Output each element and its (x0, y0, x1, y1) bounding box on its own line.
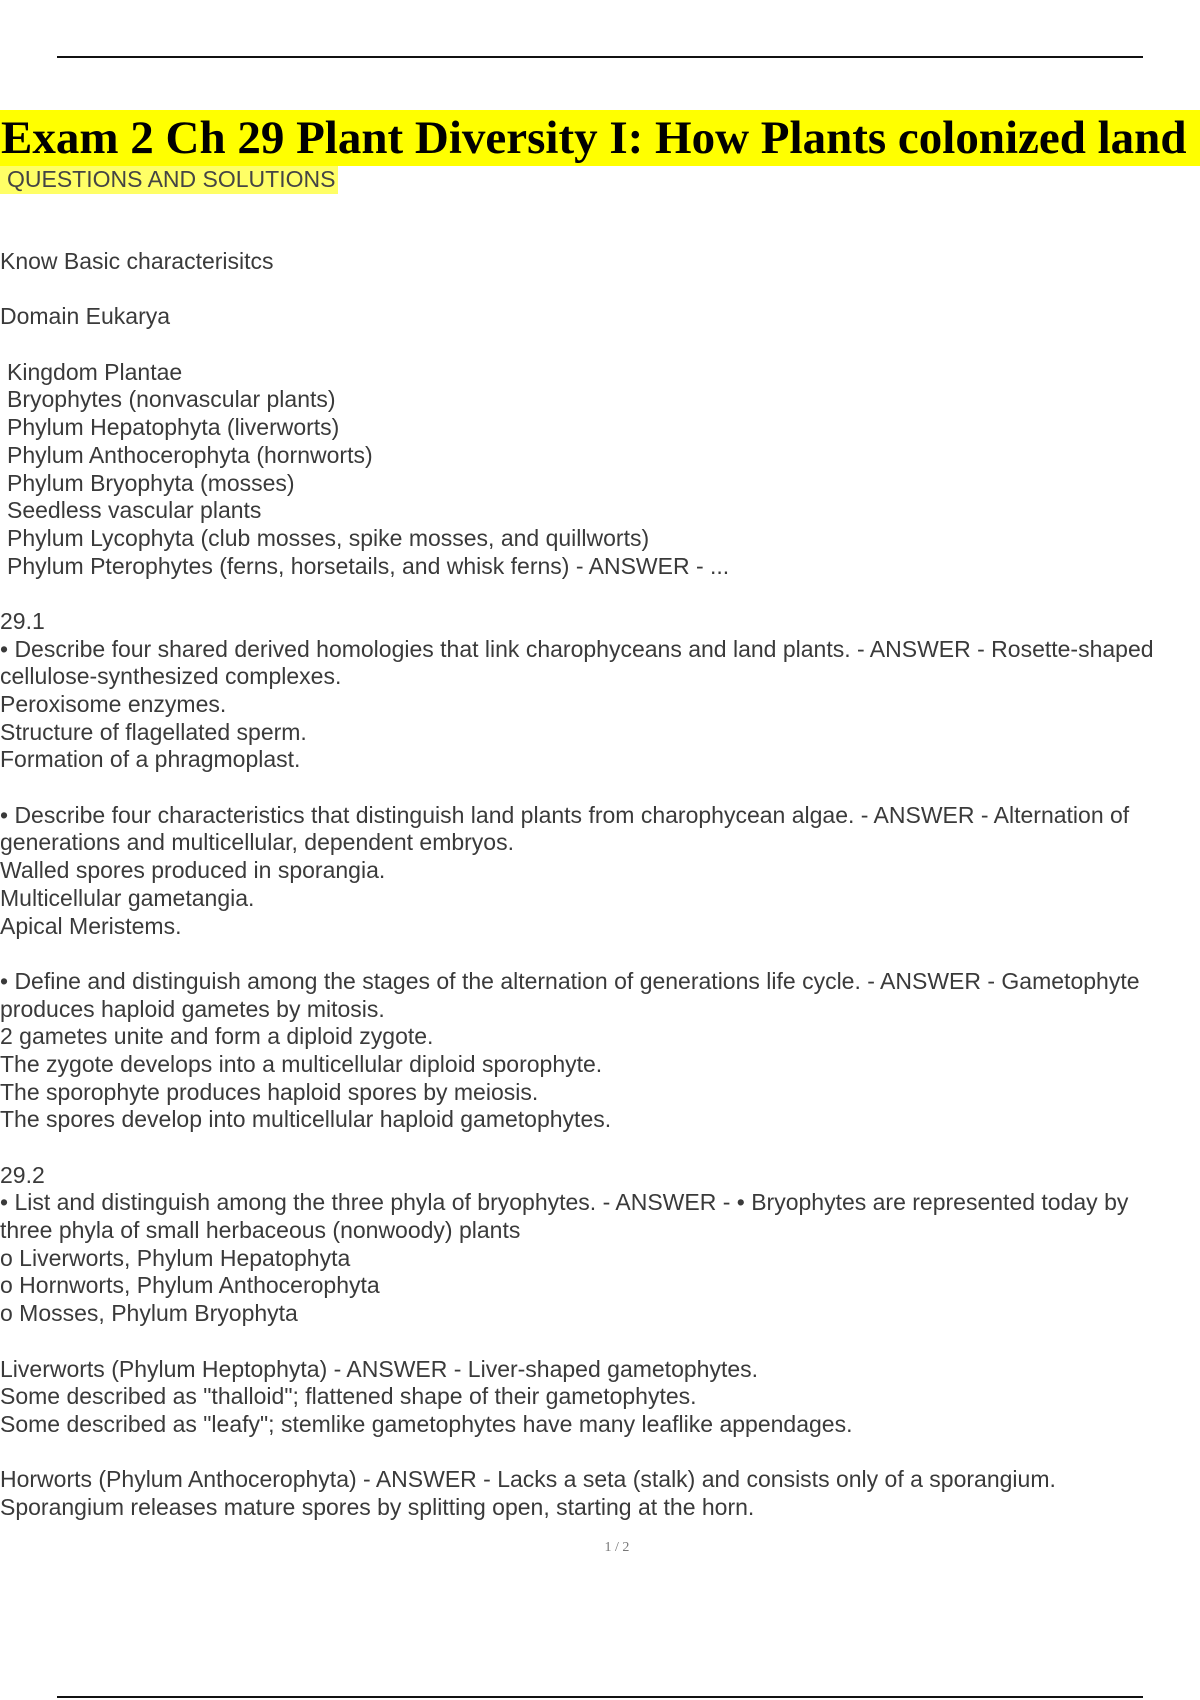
bottom-rule (57, 1696, 1143, 1698)
text-line: • Describe four characteristics that distinguish land plants from charophycean algae. - ANSWER - Alternation of (0, 801, 1130, 828)
text-line: Structure of flagellated sperm. (0, 718, 307, 745)
paragraph (0, 968, 1200, 1134)
text-line: The zygote develops into a multicellular diploid sporophyte. (0, 1050, 603, 1077)
text-line: • Define and distinguish among the stages of the alternation of generations life cycle. - ANSWER - Gametophyte (0, 967, 1140, 994)
text-line: three phyla of small herbaceous (nonwoody) plants (0, 1217, 521, 1244)
text-line: Liverworts (Phylum Heptophyta) - ANSWER - Liver-shaped gametophytes. (0, 1355, 759, 1382)
text-line: Kingdom Plantae (7, 358, 183, 385)
text-line: Phylum Pterophytes (ferns, horsetails, and whisk ferns) - ANSWER - ... (7, 552, 730, 579)
text-line: 29.2 (0, 1161, 45, 1188)
paragraph (0, 802, 1200, 940)
document-title: Exam 2 Ch 29 Plant Diversity I: How Plants colonized land (1, 112, 1187, 164)
text-line: 29.1 (0, 607, 45, 634)
text-line: Know Basic characterisitcs (0, 248, 274, 274)
text-line: Formation of a phragmoplast. (0, 746, 301, 773)
text-line: Multicellular gametangia. (0, 884, 255, 911)
text-line: Sporangium releases mature spores by splitting open, starting at the horn. (0, 1493, 755, 1520)
text-line: Phylum Hepatophyta (liverworts) (7, 414, 340, 441)
text-line: • Describe four shared derived homologies that link charophyceans and land plants. - ANSWER - Rosette-shaped (0, 635, 1154, 662)
page-number: 1 / 2 (604, 1540, 630, 1555)
text-line: The spores develop into multicellular haploid gametophytes. (0, 1106, 612, 1133)
text-line: Phylum Lycophyta (club mosses, spike mosses, and quillworts) (7, 524, 650, 551)
text-line: Seedless vascular plants (7, 497, 262, 524)
text-line: Walled spores produced in sporangia. (0, 857, 386, 884)
document-body (0, 248, 1200, 1549)
text-line: o Liverworts, Phylum Hepatophyta (0, 1244, 351, 1271)
text-line: Phylum Anthocerophyta (hornworts) (7, 441, 373, 468)
text-line: produces haploid gametes by mitosis. (0, 995, 385, 1022)
paragraph (0, 303, 1200, 331)
paragraph (0, 359, 1200, 581)
text-line: The sporophyte produces haploid spores by meiosis. (0, 1078, 539, 1105)
paragraph (0, 608, 1200, 774)
text-line: o Hornworts, Phylum Anthocerophyta (0, 1272, 380, 1299)
text-line: Apical Meristems. (0, 912, 182, 939)
text-line: 2 gametes unite and form a diploid zygote. (0, 1023, 434, 1050)
document-subtitle: QUESTIONS AND SOLUTIONS (0, 166, 338, 194)
top-rule (57, 56, 1143, 58)
text-line: Some described as "leafy"; stemlike gametophytes have many leaflike appendages. (0, 1410, 853, 1437)
paragraph (0, 1356, 1200, 1439)
text-line: Domain Eukarya (0, 303, 171, 330)
text-line: Peroxisome enzymes. (0, 691, 227, 717)
text-line: Horworts (Phylum Anthocerophyta) - ANSWER - Lacks a seta (stalk) and consists only of a sporangium. (0, 1466, 1056, 1493)
text-line: generations and multicellular, dependent embryos. (0, 829, 514, 856)
paragraph (0, 1466, 1200, 1521)
text-line: cellulose-synthesized complexes. (0, 663, 342, 690)
text-line: Some described as "thalloid"; flattened shape of their gametophytes. (0, 1383, 697, 1410)
text-line: • List and distinguish among the three phyla of bryophytes. - ANSWER - • Bryophytes are represented today by (0, 1189, 1129, 1216)
paragraph (0, 1162, 1200, 1328)
text-line: o Mosses, Phylum Bryophyta (0, 1300, 298, 1327)
title-highlight (0, 110, 1200, 166)
text-line: Phylum Bryophyta (mosses) (7, 469, 295, 496)
text-line: Bryophytes (nonvascular plants) (7, 386, 336, 413)
paragraph (0, 248, 1200, 276)
